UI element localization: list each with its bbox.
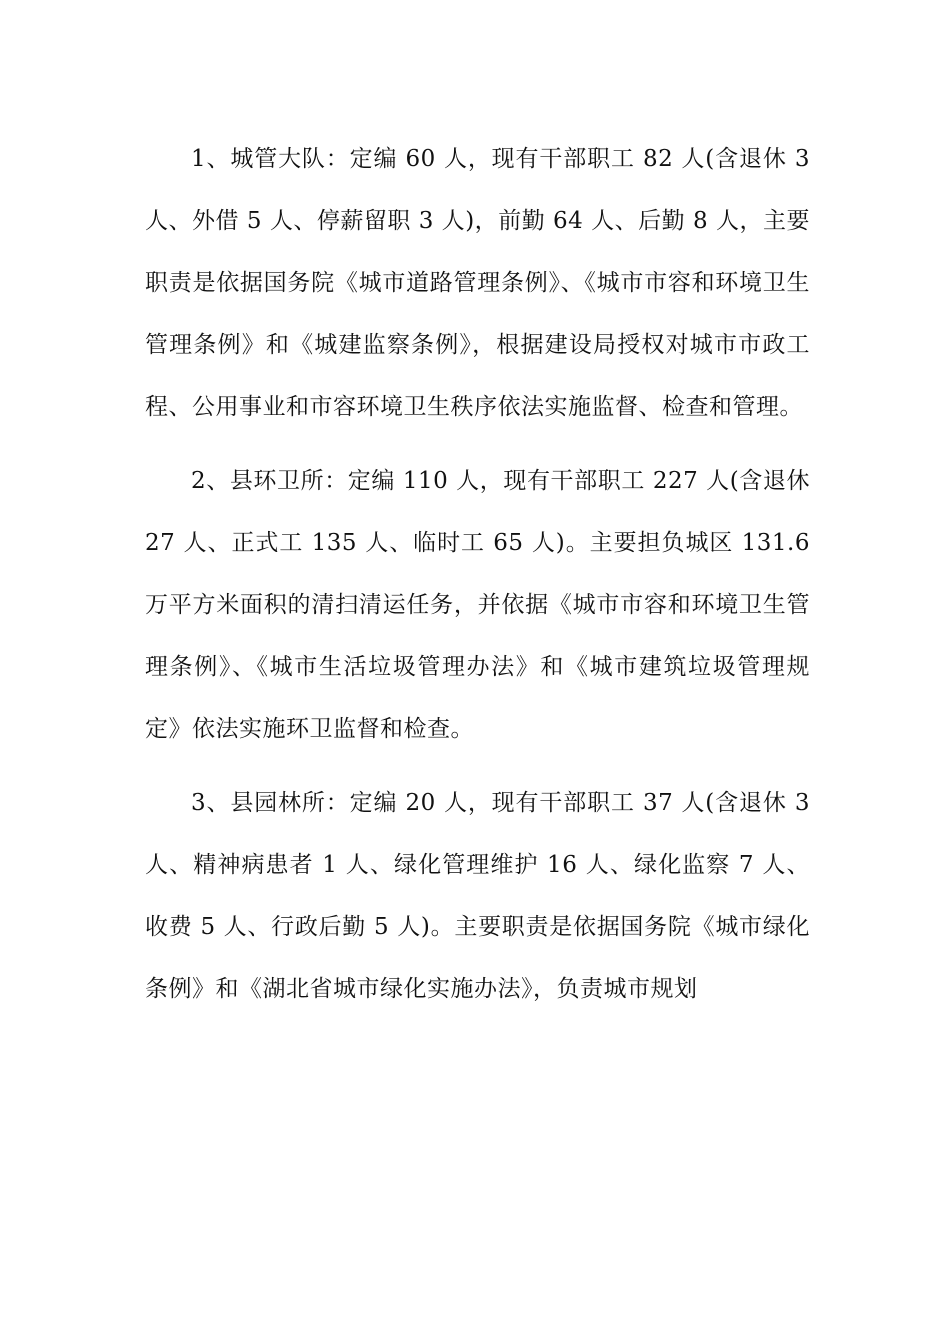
paragraph-landscaping-office: 3、县园林所：定编 20 人，现有干部职工 37 人(含退休 3 人、精神病患者 1 人、绿化管理维护 16 人、绿化监察 7 人、收费 5 人、行政后勤 5 人)。主要职责是依据国务院《城市绿化条例》和《湖北省城市绿化实施办法》，负责城市规划 (145, 790, 810, 1002)
paragraph-city-management-brigade: 1、城管大队：定编 60 人，现有干部职工 82 人(含退休 3 人、外借 5 人、停薪留职 3 人)，前勤 64 人、后勤 8 人，主要职责是依据国务院《城市道路管理条例》、《城市市容和环境卫生管理条例》和《城建监察条例》，根据建设局授权对城市市政工程、公用事业和市容环境卫生秩序依法实施监督、检查和管理。 (145, 146, 810, 420)
paragraph-sanitation-office: 2、县环卫所：定编 110 人，现有干部职工 227 人(含退休 27 人、正式工 135 人、临时工 65 人)。主要担负城区 131.6 万平方米面积的清扫清运任务，并依据《城市市容和环境卫生管理条例》、《城市生活垃圾管理办法》和《城市建筑垃圾管理规定》依法实施环卫监督和检查。 (145, 468, 810, 742)
document-body (145, 128, 810, 1032)
